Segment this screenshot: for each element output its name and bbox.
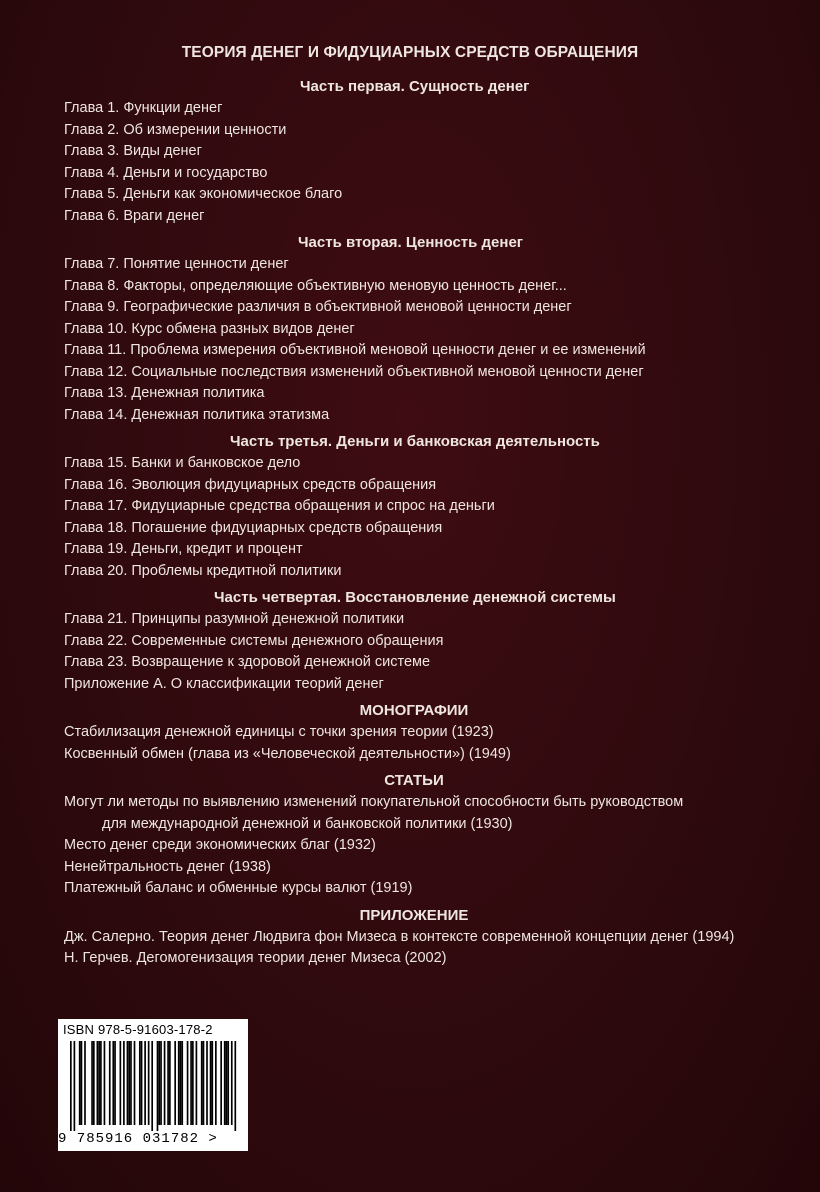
article-item-line2: для международной денежной и банковской политики (1930) (102, 815, 513, 832)
isbn-label: ISBN 978-5-91603-178-2 (63, 1022, 213, 1037)
chapter-item: Глава 7. Понятие ценности денег (64, 256, 289, 272)
barcode-bar (226, 1041, 228, 1125)
barcode-bar (210, 1041, 212, 1125)
book-title: ТЕОРИЯ ДЕНЕГ И ФИДУЦИАРНЫХ СРЕДСТВ ОБРАЩЕНИЯ (181, 44, 639, 61)
barcode-bar (224, 1041, 226, 1125)
monograph-item: Стабилизация денежной единицы с точки зрения теории (1923) (64, 724, 494, 740)
section-heading: СТАТЬИ (384, 772, 444, 789)
barcode-bar (91, 1041, 93, 1125)
barcode-bar (180, 1041, 182, 1125)
barcode-bar (70, 1041, 72, 1131)
chapter-item: Глава 5. Деньги как экономическое благо (64, 186, 343, 202)
barcode-bar (174, 1041, 176, 1125)
article-item: Платежный баланс и обменные курсы валют (1919) (64, 880, 413, 896)
section-heading: МОНОГРАФИИ (359, 702, 469, 719)
barcode-bar (97, 1041, 99, 1125)
barcode-bar (187, 1041, 189, 1125)
barcode-bar (167, 1041, 169, 1125)
barcode-bar (128, 1041, 130, 1125)
barcode-bar (114, 1041, 116, 1125)
barcode-bar (127, 1041, 129, 1125)
monographs-section (64, 700, 764, 765)
barcode-bar (203, 1041, 205, 1125)
barcode-bar (98, 1041, 100, 1125)
barcode-bar (74, 1041, 76, 1131)
barcode-bar (148, 1041, 150, 1125)
part-heading: Часть третья. Деньги и банковская деятельность (230, 433, 600, 450)
barcode-bar (158, 1041, 160, 1125)
chapter-item: Глава 19. Деньги, кредит и процент (64, 541, 303, 557)
barcode-bar (81, 1041, 83, 1125)
chapter-item: Глава 22. Современные системы денежного обращения (64, 632, 444, 649)
barcode-bar (84, 1041, 86, 1125)
barcode-bar (201, 1041, 203, 1125)
chapter-item: Глава 3. Виды денег (64, 143, 202, 159)
appendix-item: Дж. Салерно. Теория денег Людвига фон Мизеса в контексте современной концепции денег (1994) (64, 928, 735, 945)
chapter-item: Глава 21. Принципы разумной денежной политики (64, 611, 405, 627)
part-3 (64, 431, 764, 582)
chapter-item: Глава 6. Враги денег (64, 207, 205, 224)
barcode-bars (70, 1041, 238, 1131)
chapter-item: Приложение А. О классификации теорий денег (64, 675, 384, 692)
barcode-bar (112, 1041, 114, 1125)
barcode-bar (139, 1041, 141, 1125)
barcode-bar (181, 1041, 183, 1125)
chapter-item: Глава 13. Денежная политика (64, 385, 265, 401)
chapter-item: Глава 20. Проблемы кредитной политики (64, 562, 342, 579)
barcode-bar (79, 1041, 81, 1125)
barcode-bar (231, 1041, 233, 1125)
barcode-bar (157, 1041, 159, 1131)
chapter-item: Глава 11. Проблема измерения объективной меновой ценности денег и ее изменений (64, 342, 646, 358)
barcode-bar (144, 1041, 146, 1125)
monograph-item: Косвенный обмен (глава из «Человеческой деятельности») (1949) (64, 745, 511, 762)
article-item-line1: Могут ли методы по выявлению изменений покупательной способности быть руководством (64, 794, 684, 810)
articles-section (64, 770, 764, 900)
chapter-item: Глава 15. Банки и банковское дело (64, 455, 301, 471)
isbn-barcode (58, 1019, 248, 1151)
barcode-bar (141, 1041, 143, 1125)
part-heading: Часть четвертая. Восстановление денежной системы (214, 589, 616, 606)
chapter-item: Глава 1. Функции денег (64, 100, 223, 116)
barcode-bar (227, 1041, 229, 1125)
barcode-bar (196, 1041, 198, 1125)
barcode-bar (130, 1041, 132, 1125)
article-item: Ненейтральность денег (1938) (64, 858, 271, 875)
barcode-bar (206, 1041, 208, 1125)
section-heading: ПРИЛОЖЕНИЕ (359, 906, 469, 924)
barcode-digits: 9 785916 031782 > (58, 1131, 218, 1147)
barcode-bar (109, 1041, 111, 1125)
barcode-bar (160, 1041, 162, 1125)
part-4 (64, 587, 764, 695)
barcode-bar (123, 1041, 125, 1125)
barcode-bar (234, 1041, 236, 1131)
chapter-item: Глава 16. Эволюция фидуциарных средств обращения (64, 476, 437, 493)
appendix-item: Н. Герчев. Дегомогенизация теории денег Мизеса (2002) (64, 950, 447, 966)
barcode-bar (104, 1041, 106, 1125)
barcode-bar (93, 1041, 95, 1125)
barcode-bar (120, 1041, 122, 1125)
chapter-item: Глава 17. Фидуциарные средства обращения и спрос на деньги (64, 498, 495, 514)
barcode-bar (169, 1041, 171, 1125)
barcode-bar (151, 1041, 153, 1131)
appendix-section (64, 905, 764, 970)
barcode-bar (215, 1041, 217, 1125)
chapter-item: Глава 18. Погашение фидуциарных средств обращения (64, 519, 443, 536)
barcode-bar (190, 1041, 192, 1125)
barcode-bar (134, 1041, 136, 1125)
chapter-item: Глава 4. Деньги и государство (64, 164, 268, 181)
barcode-bar (100, 1041, 102, 1125)
part-heading: Часть первая. Сущность денег (300, 78, 530, 95)
barcode-bar (164, 1041, 166, 1125)
chapter-item: Глава 9. Географические различия в объективной меновой ценности денег (64, 299, 572, 315)
barcode-bar (220, 1041, 222, 1125)
barcode-bar (211, 1041, 213, 1125)
chapter-item: Глава 10. Курс обмена разных видов денег (64, 320, 355, 337)
chapter-item: Глава 8. Факторы, определяющие объективную меновую ценность денег... (64, 277, 567, 294)
chapter-item: Глава 12. Социальные последствия изменений объективной меновой ценности денег (64, 363, 644, 380)
barcode-bar (192, 1041, 194, 1125)
table-of-contents (64, 76, 764, 975)
barcode-bar (178, 1041, 180, 1125)
part-1 (64, 76, 764, 227)
chapter-item: Глава 2. Об измерении ценности (64, 121, 287, 138)
chapter-item: Глава 14. Денежная политика этатизма (64, 406, 330, 423)
article-item: Место денег среди экономических благ (1932) (64, 837, 376, 853)
part-heading: Часть вторая. Ценность денег (298, 234, 524, 251)
chapter-item: Глава 23. Возвращение к здоровой денежной системе (64, 654, 431, 670)
part-2 (64, 232, 764, 426)
